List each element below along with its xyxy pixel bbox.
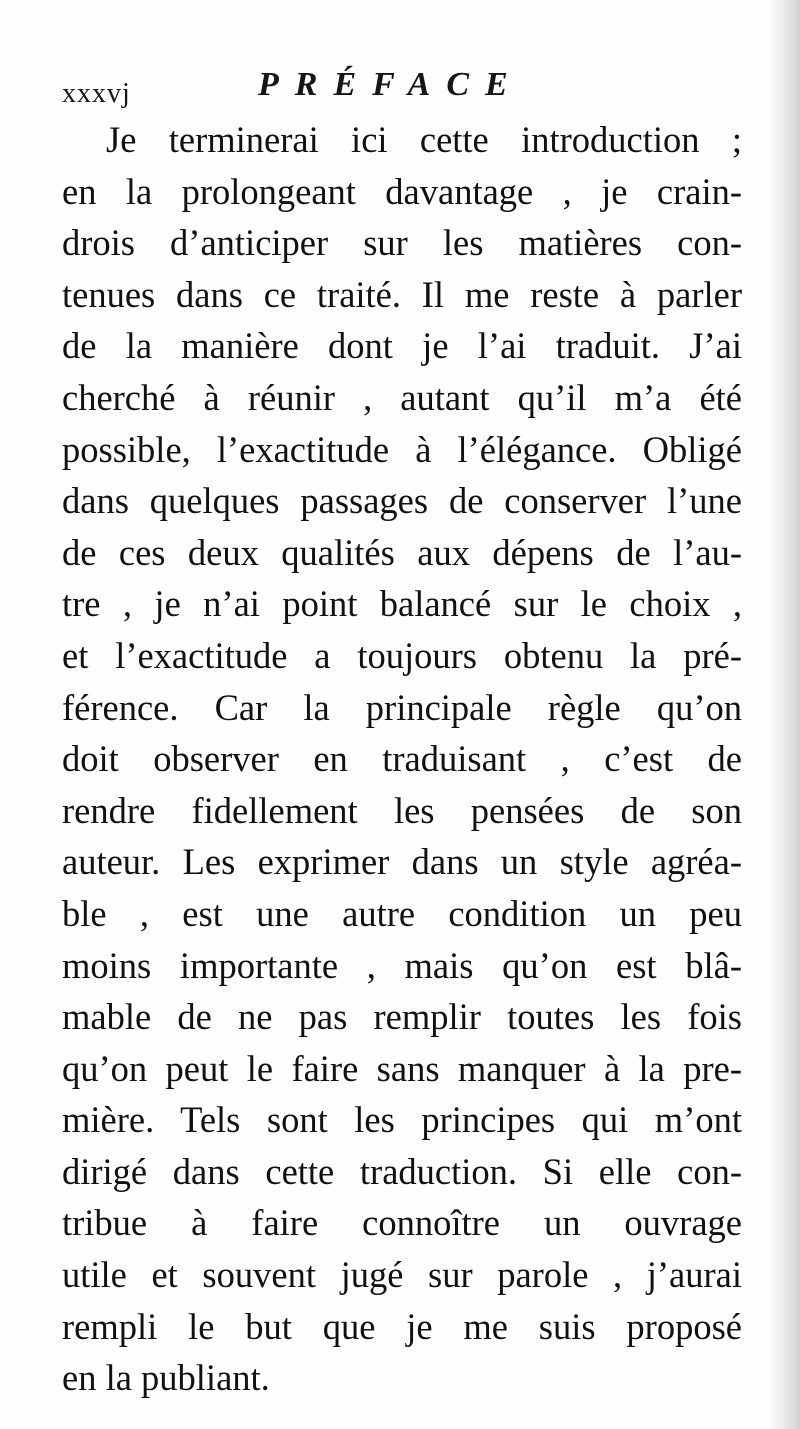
text-line: doit observer en traduisant , c’est de	[62, 738, 742, 780]
text-line: qu’on peut le faire sans manquer à la pre-	[62, 1047, 742, 1089]
text-line: rempli le but que je me suis proposé	[62, 1305, 742, 1347]
text-line: tribue à faire connoître un ouvrage	[62, 1202, 742, 1244]
text-line: en la prolongeant davantage , je crain-	[62, 170, 742, 212]
page-gutter-shadow	[766, 0, 800, 1429]
text-line: et l’exactitude a toujours obtenu la pré-	[62, 634, 742, 676]
text-line: tre , je n’ai point balancé sur le choix ,	[62, 583, 742, 625]
text-line: de ces deux qualités aux dépens de l’au-	[62, 531, 742, 573]
text-line: dans quelques passages de conserver l’une	[62, 480, 742, 522]
text-line: cherché à réunir , autant qu’il m’a été	[62, 376, 742, 418]
text-line: moins importante , mais qu’on est blâ-	[62, 944, 742, 986]
page-header	[62, 66, 762, 110]
text-line: dirigé dans cette traduction. Si elle con-	[62, 1150, 742, 1192]
text-line: Je terminerai ici cette introduction ;	[106, 119, 742, 160]
body-paragraph	[62, 114, 742, 1404]
page-number: xxxvj	[62, 78, 131, 109]
text-line: mière. Tels sont les principes qui m’ont	[62, 1099, 742, 1141]
text-line: de la manière dont je l’ai traduit. J’ai	[62, 325, 742, 367]
text-line: utile et souvent jugé sur parole , j’aurai	[62, 1254, 742, 1296]
text-line: en la publiant.	[62, 1357, 270, 1399]
text-line: férence. Car la principale règle qu’on	[62, 686, 742, 728]
text-line: rendre fidellement les pensées de son	[62, 789, 742, 831]
text-line: possible, l’exactitude à l’élégance. Obligé	[62, 428, 742, 470]
running-title: PRÉFACE	[258, 66, 524, 103]
text-line: ble , est une autre condition un peu	[62, 892, 742, 934]
text-line: drois d’anticiper sur les matières con-	[62, 222, 742, 264]
text-line: auteur. Les exprimer dans un style agréa-	[62, 841, 742, 883]
text-line: tenues dans ce traité. Il me reste à parler	[62, 273, 742, 315]
text-line: mable de ne pas remplir toutes les fois	[62, 996, 742, 1038]
